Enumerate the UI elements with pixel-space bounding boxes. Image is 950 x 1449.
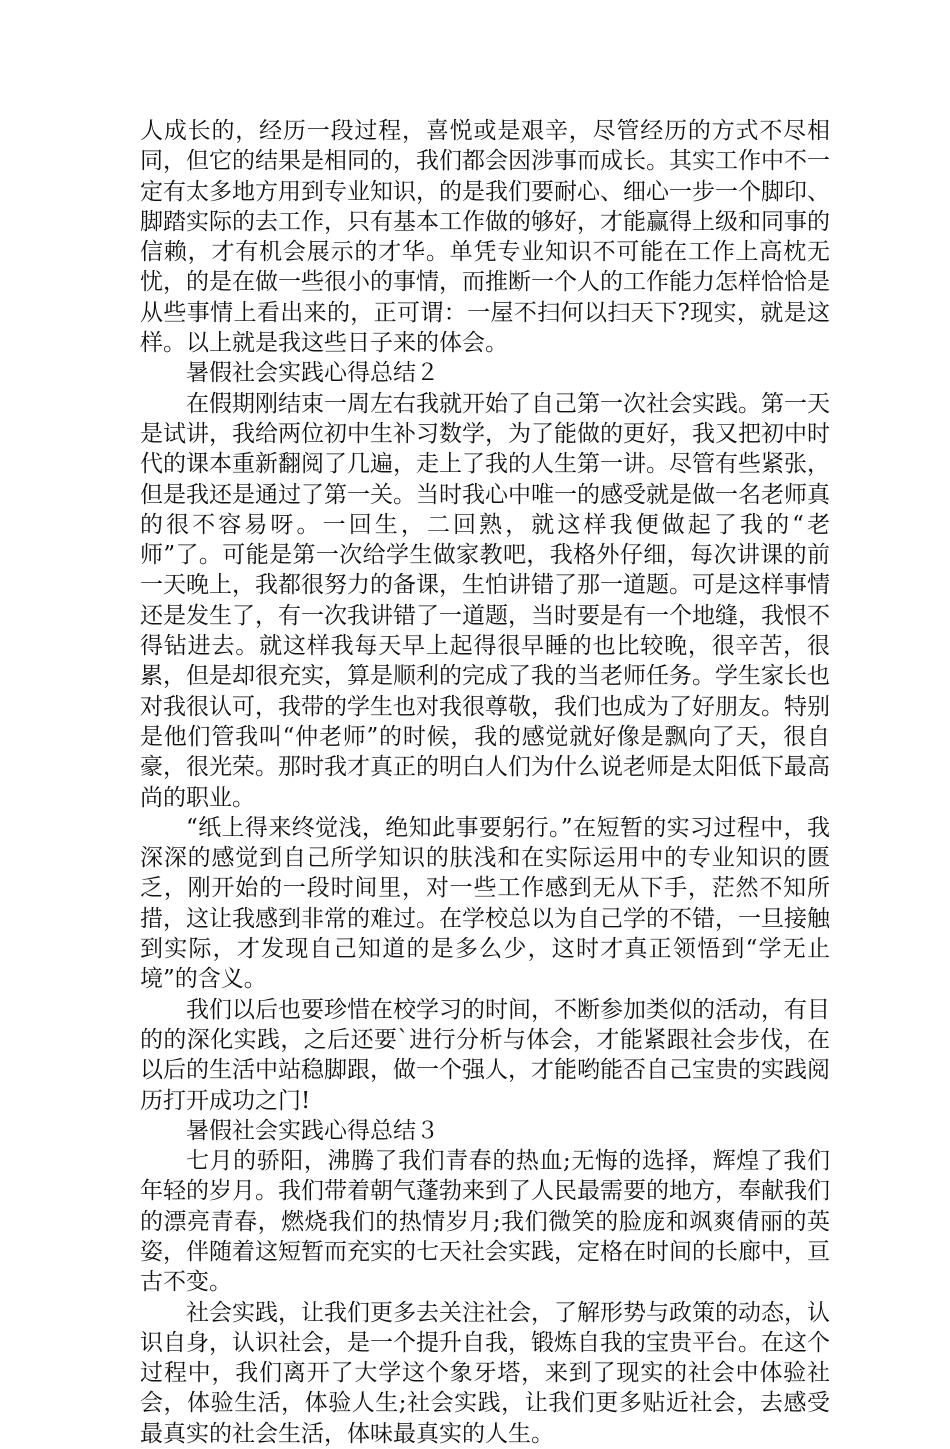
paragraph: 社会实践，让我们更多去关注社会，了解形势与政策的动态，认识自身，认识社会，是一个提升自我，锻炼自我的宝贵平台。在这个过程中，我们离开了大学这个象牙塔，来到了现实的社会中体验社会，体验生活，体验人生;社会实践，让我们更多贴近社会，去感受最真实的社会生活，体味最真实的人生。	[140, 1299, 830, 1447]
paragraph: “纸上得来终觉浅，绝知此事要躬行。”在短暂的实习过程中，我深深的感觉到自己所学知识的肤浅和在实际运用中的专业知识的匮乏，刚开始的一段时间里，对一些工作感到无从下手，茫然不知所措，这让我感到非常的难过。在学校总以为自己学的不错，一旦接触到实际，才发现自己知道的是多么少，这时才真正领悟到“学无止境”的含义。	[140, 814, 830, 993]
section-heading-3: 暑假社会实践心得总结３	[186, 1117, 439, 1144]
paragraph-continued: 人成长的，经历一段过程，喜悦或是艰辛，尽管经历的方式不尽相同，但它的结果是相同的，我们都会因涉事而成长。其实工作中不一定有太多地方用到专业知识，的是我们要耐心、细心一步一个脚印、脚踏实际的去工作，只有基本工作做的够好，才能赢得上级和同事的信赖，才有机会展示的才华。单凭专业知识不可能在工作上高枕无忧，的是在做一些很小的事情，而推断一个人的工作能力怎样恰恰是从些事情上看出来的，正可谓：一屋不扫何以扫天下?现实，就是这样。以上就是我这些日子来的体会。	[140, 118, 830, 357]
section-heading-2: 暑假社会实践心得总结２	[186, 360, 439, 387]
paragraph: 在假期刚结束一周左右我就开始了自己第一次社会实践。第一天是试讲，我给两位初中生补习数学，为了能做的更好，我又把初中时代的课本重新翻阅了几遍，走上了我的人生第一讲。尽管有些紧张，但是我还是通过了第一关。当时我心中唯一的感受就是做一名老师真的很不容易呀。一回生，二回熟，就这样我便做起了我的“老师”了。可能是第一次给学生做家教吧，我格外仔细，每次讲课的前一天晚上，我都很努力的备课，生怕讲错了那一道题。可是这样事情还是发生了，有一次我讲错了一道题，当时要是有一个地缝，我恨不得钻进去。就这样我每天早上起得很早睡的也比较晚，很辛苦，很累，但是却很充实，算是顺利的完成了我的当老师任务。学生家长也对我很认可，我带的学生也对我很尊敬，我们也成为了好朋友。特别是他们管我叫“仲老师”的时候，我的感觉就好像是飘向了天，很自豪，很光荣。那时我才真正的明白人们为什么说老师是太阳低下最高尚的职业。	[140, 390, 830, 811]
paragraph: 我们以后也要珍惜在校学习的时间，不断参加类似的活动，有目的的深化实践，之后还要`进行分析与体会，才能紧跟社会步伐，在以后的生活中站稳脚跟，做一个强人，才能哟能否自己宝贵的实践阅历打开成功之门!	[140, 996, 830, 1114]
paragraph: 七月的骄阳，沸腾了我们青春的热血;无悔的选择，辉煌了我们年轻的岁月。我们带着朝气蓬勃来到了人民最需要的地方，奉献我们的漂亮青春，燃烧我们的热情岁月;我们微笑的脸庞和飒爽倩丽的英姿，伴随着这短暂而充实的七天社会实践，定格在时间的长廊中，亘古不变。	[140, 1148, 830, 1296]
document-body	[140, 116, 830, 1449]
